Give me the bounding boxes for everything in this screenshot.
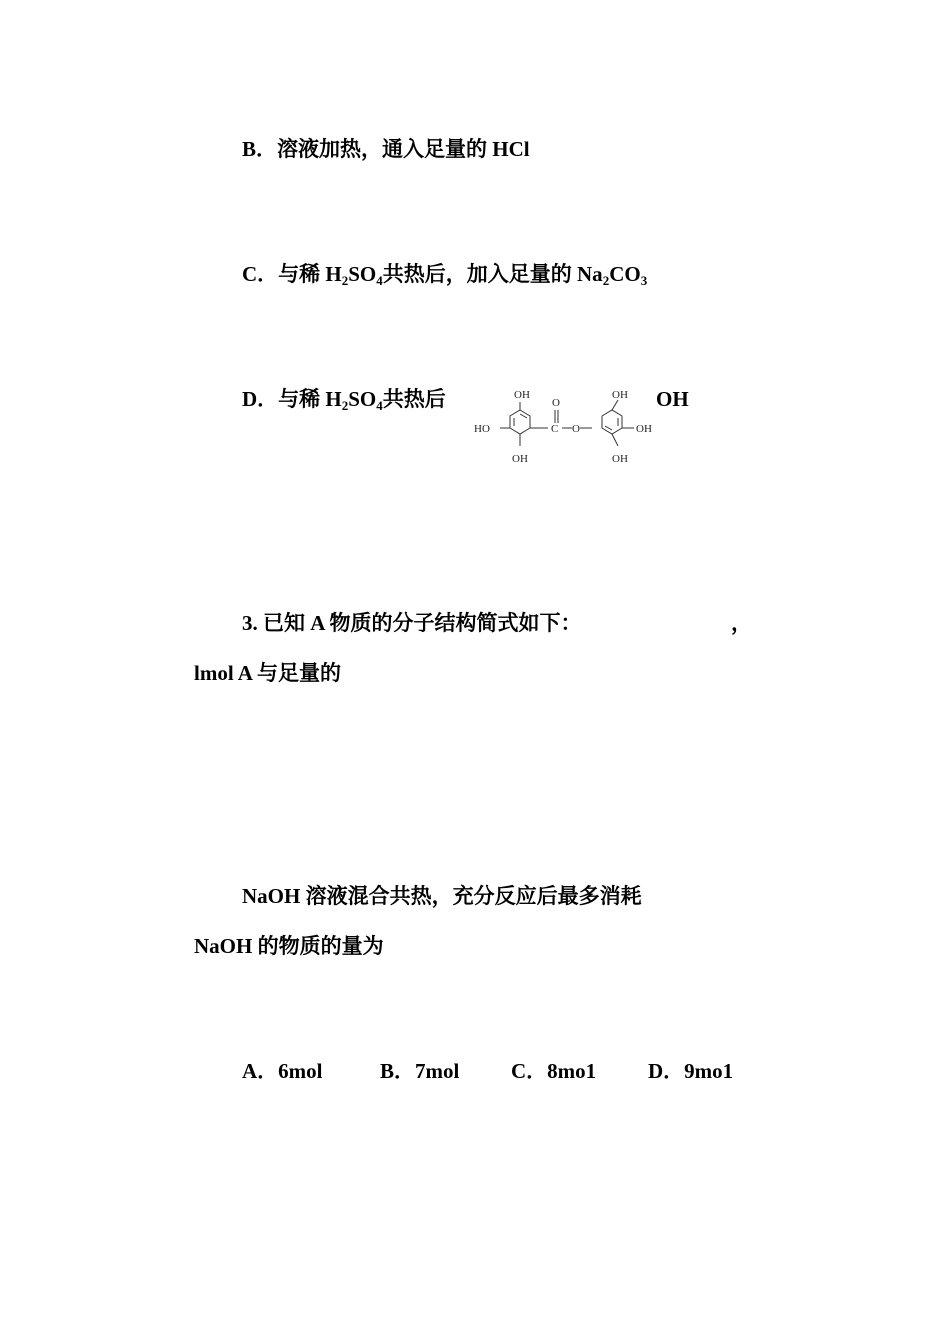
option-c-text: CO [609, 262, 641, 286]
option-d-prev [242, 385, 446, 413]
answer-option-a: A．6mol [242, 1059, 323, 1083]
option-c-text: 共热后，加入足量的 Na [382, 262, 603, 286]
answer-option-c: C．8mo1 [511, 1059, 597, 1083]
structure-bonds [500, 400, 634, 446]
option-d-text-pre: D．与稀 H [242, 387, 342, 411]
question-3-line3: NaOH 溶液混合共热，充分反应后最多消耗 [242, 884, 642, 908]
subscript: 4 [376, 273, 383, 288]
option-d-text: 共热后 [382, 387, 446, 411]
label-carbonyl-o: O [552, 397, 560, 409]
subscript: 4 [376, 398, 383, 413]
question-3-line1: 3. 已知 A 物质的分子结构简式如下： [242, 611, 582, 635]
subscript: 2 [602, 273, 610, 288]
label-oh-right: OH [636, 423, 652, 435]
option-d-tail: OH [656, 387, 689, 411]
question-3-line4: NaOH 的物质的量为 [194, 934, 384, 958]
option-c-prev [242, 260, 647, 288]
question-3-comma: ， [731, 611, 752, 635]
label-ester-o: O [572, 423, 580, 435]
option-c-text: SO [348, 262, 377, 286]
option-b-prev: B．溶液加热，通入足量的 HCl [242, 137, 530, 161]
subscript: 2 [341, 273, 349, 288]
question-3-line2: lmol A 与足量的 [194, 661, 342, 685]
label-oh-top-right: OH [612, 389, 628, 401]
label-carbon: C [551, 423, 559, 435]
molecular-structure-diagram [470, 384, 662, 470]
label-oh-bottom-right: OH [612, 453, 628, 465]
option-d-text: SO [348, 387, 377, 411]
answer-option-d: D．9mo1 [648, 1059, 734, 1083]
subscript: 3 [640, 273, 648, 288]
label-oh-top-left: OH [514, 389, 530, 401]
subscript: 2 [341, 398, 349, 413]
label-ho-left: HO [474, 423, 490, 435]
answer-option-b: B．7mol [380, 1059, 460, 1083]
label-oh-bottom-left: OH [512, 453, 528, 465]
option-c-text-pre: C．与稀 H [242, 262, 342, 286]
